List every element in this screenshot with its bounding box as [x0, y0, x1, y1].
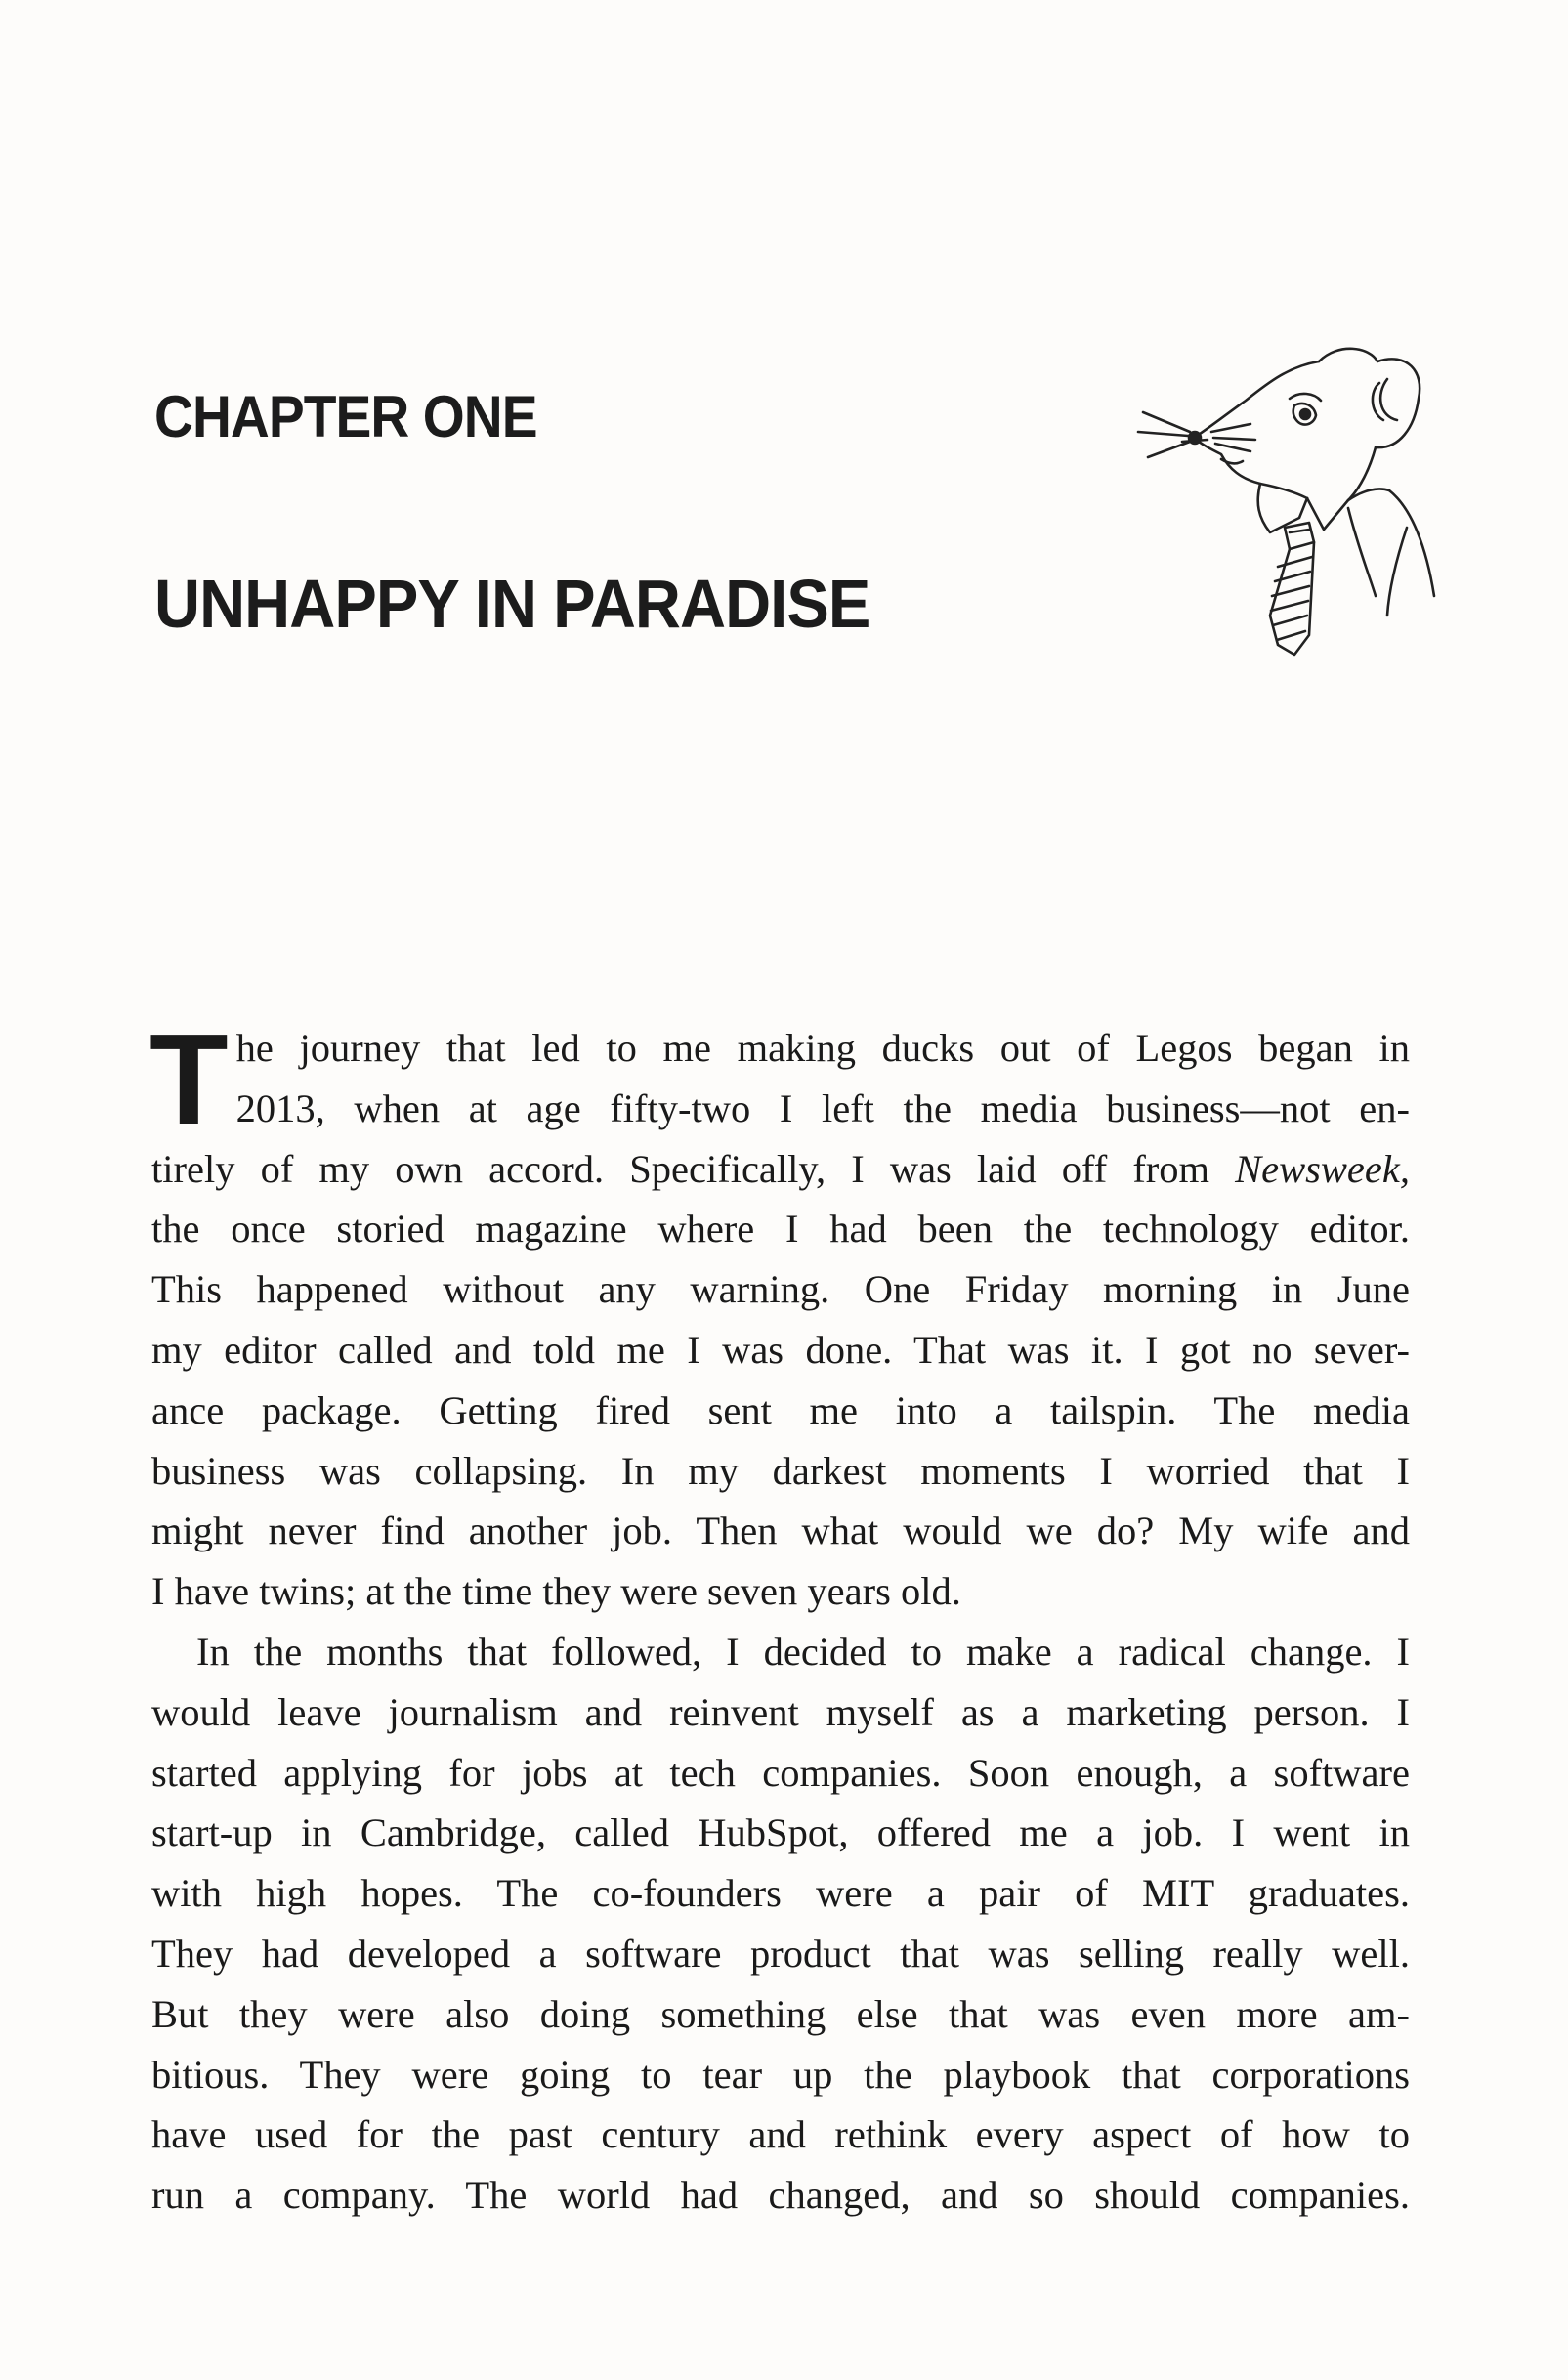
text-line: This happened without any warning. One Friday morning in June	[151, 1267, 1410, 1312]
mouse-in-tie-icon	[1114, 322, 1456, 684]
text-line: the once storied magazine where I had been the technology editor.	[151, 1207, 1410, 1252]
paragraph-2	[151, 1622, 1410, 2226]
text-line: bitious. They were going to tear up the playbook that corporations	[151, 2052, 1410, 2097]
chapter-label: CHAPTER ONE	[154, 384, 537, 449]
text-line: with high hopes. The co-founders were a pair of MIT graduates.	[151, 1871, 1410, 1916]
text-line-segment: tirely of my own accord. Specifically, I was laid off from	[151, 1146, 1236, 1191]
text-line: start-up in Cambridge, called HubSpot, offered me a job. I went in	[151, 1810, 1410, 1855]
text-line	[151, 1139, 1410, 1200]
text-line: In the months that followed, I decided to make a radical change. I	[196, 1629, 1410, 1674]
text-line: run a company. The world had changed, and so should companies.	[151, 2173, 1410, 2218]
body-text	[149, 1007, 1410, 2226]
text-line: might never find another job. Then what would we do? My wife and	[151, 1509, 1410, 1553]
text-line: started applying for jobs at tech companies. Soon enough, a software	[151, 1750, 1410, 1795]
text-line: business was collapsing. In my darkest moments I worried that I	[151, 1448, 1410, 1493]
text-line: I have twins; at the time they were seven years old.	[151, 1569, 961, 1614]
magazine-name: Newsweek,	[1235, 1146, 1410, 1191]
paragraph-1	[149, 1007, 1410, 1622]
text-line: But they were also doing something else that was even more am-	[151, 1991, 1410, 2036]
text-line: would leave journalism and reinvent myself as a marketing person. I	[151, 1689, 1410, 1734]
text-line: They had developed a software product that was selling really well.	[151, 1931, 1410, 1976]
text-line: have used for the past century and rethink every aspect of how to	[151, 2112, 1410, 2157]
text-line: my editor called and told me I was done. That was it. I got no sever-	[151, 1327, 1410, 1372]
drop-cap: T	[149, 1007, 229, 1151]
text-line: 2013, when at age fifty-two I left the media business—not en-	[235, 1085, 1410, 1130]
text-line: ance package. Getting fired sent me into a tailspin. The media	[151, 1387, 1410, 1432]
chapter-title: UNHAPPY IN PARADISE	[154, 566, 870, 642]
text-line: he journey that led to me making ducks out of Legos began in	[235, 1026, 1410, 1070]
